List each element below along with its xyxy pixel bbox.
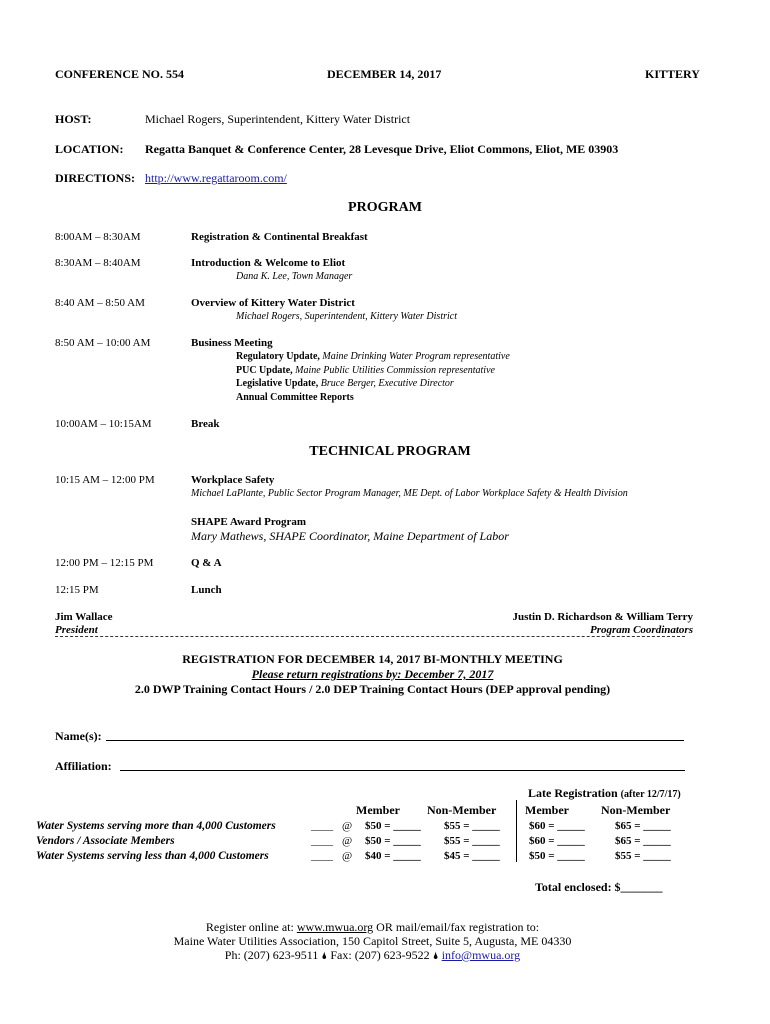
- program-title: PROGRAM: [348, 200, 422, 215]
- president-name: Jim Wallace: [55, 611, 113, 623]
- fee-row-late-member[interactable]: $50 = _____: [529, 850, 585, 862]
- footer-contact-line: [0, 948, 745, 963]
- program-item-title: Business Meeting: [191, 337, 273, 349]
- fee-row-member[interactable]: $40 = _____: [365, 850, 421, 862]
- late-registration-heading: [528, 786, 681, 801]
- fee-row-member[interactable]: $50 = _____: [365, 835, 421, 847]
- technical-item-title: SHAPE Award Program: [191, 516, 307, 528]
- water-drop-icon: 🌢: [432, 951, 439, 962]
- technical-time: 10:15 AM – 12:00 PM: [55, 474, 155, 486]
- program-item-speaker: Michael Rogers, Superintendent, Kittery Water District: [236, 311, 457, 322]
- location-label: LOCATION:: [55, 142, 124, 156]
- name-label: Name(s):: [55, 729, 102, 743]
- business-item: [236, 392, 354, 403]
- fee-row-nonmember[interactable]: $55 = _____: [444, 835, 500, 847]
- program-item-title: Introduction & Welcome to Eliot: [191, 257, 346, 269]
- late-nonmember-col-header: Non-Member: [601, 803, 671, 817]
- program-time: 10:00AM – 10:15AM: [55, 418, 152, 430]
- technical-time: 12:15 PM: [55, 584, 99, 596]
- directions-label: DIRECTIONS:: [55, 171, 136, 185]
- fee-row-label: Water Systems serving less than 4,000 Customers: [36, 850, 269, 862]
- footer-register-line: [0, 920, 745, 935]
- technical-item-speaker: Mary Mathews, SHAPE Coordinator, Maine Department of Labor: [191, 529, 509, 543]
- president-title: President: [55, 624, 98, 636]
- coordinators-names: Justin D. Richardson & William Terry: [512, 611, 693, 623]
- conference-town: KITTERY: [645, 67, 700, 81]
- total-enclosed[interactable]: Total enclosed: $_______: [535, 880, 663, 894]
- website-link[interactable]: www.mwua.org: [296, 920, 374, 934]
- fee-row-late-nonmember[interactable]: $55 = _____: [615, 850, 671, 862]
- business-item-detail: Maine Public Utilities Commission representative: [292, 365, 495, 376]
- fee-row-at: @: [342, 835, 353, 847]
- affiliation-label: Affiliation:: [55, 759, 112, 773]
- business-item: [236, 365, 495, 376]
- business-item-title: Legislative Update,: [236, 378, 319, 389]
- conference-number: CONFERENCE NO. 554: [55, 67, 185, 81]
- fee-row-at: @: [342, 820, 353, 832]
- technical-title: TECHNICAL PROGRAM: [309, 444, 471, 459]
- business-item-title: Annual Committee Reports: [236, 392, 354, 403]
- fee-row-nonmember[interactable]: $55 = _____: [444, 820, 500, 832]
- directions-link[interactable]: http://www.regattaroom.com/: [145, 171, 287, 185]
- coordinators-title: Program Coordinators: [590, 624, 693, 636]
- footer-register-text: Register online at:: [205, 920, 297, 934]
- program-item-title: Registration & Continental Breakfast: [191, 231, 368, 243]
- program-item-speaker: Dana K. Lee, Town Manager: [236, 271, 353, 282]
- footer-phone: Ph: (207) 623-9511: [224, 948, 319, 962]
- fee-row-at: @: [342, 850, 353, 862]
- email-link[interactable]: info@mwua.org: [441, 948, 521, 962]
- registration-deadline: Please return registrations by: December 7, 2017: [251, 667, 494, 681]
- name-field[interactable]: [106, 740, 684, 741]
- late-member-col-header: Member: [525, 803, 569, 817]
- business-item-detail: Bruce Berger, Executive Director: [318, 378, 454, 389]
- business-item: [236, 378, 454, 389]
- footer-register-alt: OR mail/email/fax registration to:: [373, 920, 540, 934]
- fee-row-quantity[interactable]: ____: [311, 820, 333, 832]
- late-fee-divider: [516, 800, 517, 862]
- registration-title: REGISTRATION FOR DECEMBER 14, 2017 BI-MONTHLY MEETING: [182, 652, 563, 666]
- technical-item-title: Q & A: [191, 557, 222, 569]
- fee-row-quantity[interactable]: ____: [311, 850, 333, 862]
- host-value: Michael Rogers, Superintendent, Kittery Water District: [145, 112, 411, 126]
- fee-row-nonmember[interactable]: $45 = _____: [444, 850, 500, 862]
- business-item-detail: Maine Drinking Water Program representative: [319, 351, 510, 362]
- nonmember-col-header: Non-Member: [427, 803, 497, 817]
- late-registration-label: Late Registration: [528, 786, 618, 800]
- footer-fax: Fax: (207) 623-9522: [330, 948, 430, 962]
- training-hours: 2.0 DWP Training Contact Hours / 2.0 DEP Training Contact Hours (DEP approval pending): [134, 682, 611, 696]
- business-item-title: PUC Update,: [236, 365, 293, 376]
- program-time: 8:50 AM – 10:00 AM: [55, 337, 151, 349]
- affiliation-field[interactable]: [120, 770, 685, 771]
- technical-item-title: Lunch: [191, 584, 222, 596]
- program-time: 8:30AM – 8:40AM: [55, 257, 141, 269]
- fee-row-label: Vendors / Associate Members: [36, 835, 175, 847]
- technical-time: 12:00 PM – 12:15 PM: [55, 557, 154, 569]
- fee-row-member[interactable]: $50 = _____: [365, 820, 421, 832]
- cut-line-divider: [55, 636, 685, 637]
- fee-row-late-nonmember[interactable]: $65 = _____: [615, 835, 671, 847]
- fee-row-late-member[interactable]: $60 = _____: [529, 835, 585, 847]
- program-item-title: Break: [191, 418, 220, 430]
- fee-row-label: Water Systems serving more than 4,000 Customers: [36, 820, 276, 832]
- member-col-header: Member: [356, 803, 400, 817]
- program-time: 8:40 AM – 8:50 AM: [55, 297, 145, 309]
- location-value: Regatta Banquet & Conference Center, 28 Levesque Drive, Eliot Commons, Eliot, ME 03903: [145, 142, 619, 156]
- business-item-title: Regulatory Update,: [236, 351, 320, 362]
- footer-address: Maine Water Utilities Association, 150 Capitol Street, Suite 5, Augusta, ME 04330: [173, 934, 572, 948]
- technical-item-speaker: Michael LaPlante, Public Sector Program Manager, ME Dept. of Labor Workplace Safety & Health Division: [191, 488, 628, 499]
- fee-row-late-nonmember[interactable]: $65 = _____: [615, 820, 671, 832]
- conference-date: DECEMBER 14, 2017: [327, 67, 442, 81]
- fee-row-late-member[interactable]: $60 = _____: [529, 820, 585, 832]
- technical-item-title: Workplace Safety: [191, 474, 275, 486]
- host-label: HOST:: [55, 112, 92, 126]
- program-item-title: Overview of Kittery Water District: [191, 297, 355, 309]
- late-registration-date: (after 12/7/17): [620, 789, 681, 800]
- business-item: [236, 351, 510, 362]
- water-drop-icon: 🌢: [321, 951, 328, 962]
- fee-row-quantity[interactable]: ____: [311, 835, 333, 847]
- program-time: 8:00AM – 8:30AM: [55, 231, 141, 243]
